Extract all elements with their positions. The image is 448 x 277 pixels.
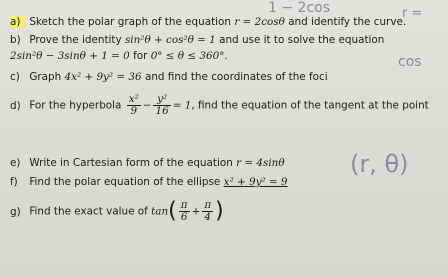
question-text-after: and find the coordinates of the foci bbox=[144, 71, 328, 83]
right-paren: ) bbox=[215, 198, 224, 224]
left-paren: ( bbox=[168, 198, 177, 224]
question-text: Prove the identity bbox=[29, 34, 122, 46]
equation-tail: = 1 bbox=[172, 99, 192, 112]
handwritten-note-top: 1 − 2cos bbox=[268, 0, 331, 16]
fraction-y-squared-over-16: $\frac{\text{y²}}{16}$ bbox=[155, 93, 169, 117]
question-e bbox=[10, 157, 444, 169]
fraction-pi-over-6: $\frac{\pi}{6}$ bbox=[180, 199, 188, 223]
question-f bbox=[10, 176, 444, 188]
range: 0° ≤ θ ≤ 360°. bbox=[150, 50, 228, 62]
question-text-after: , find the equation of the tangent at the point bbox=[191, 99, 429, 112]
handwritten-note-top-right: r = bbox=[402, 6, 423, 21]
equation: sin²θ + cos²θ = 1 bbox=[124, 34, 216, 46]
question-label: a) bbox=[10, 16, 26, 28]
fraction-pi-over-4: $\frac{\pi}{4}$ bbox=[204, 199, 212, 223]
question-text: Sketch the polar graph of the equation bbox=[29, 16, 231, 28]
plus-sign: + bbox=[191, 205, 201, 218]
question-text: Graph bbox=[29, 71, 62, 83]
question-label: e) bbox=[10, 157, 21, 169]
handwritten-polar-point: (r, θ) bbox=[350, 150, 409, 178]
question-label: g) bbox=[10, 205, 21, 218]
function-tan: tan bbox=[151, 205, 169, 218]
question-text: for bbox=[133, 50, 148, 62]
question-label: f) bbox=[10, 176, 18, 188]
question-c bbox=[10, 71, 444, 83]
question-text: Write in Cartesian form of the equation bbox=[29, 157, 233, 169]
question-label: d) bbox=[10, 99, 21, 112]
question-text: Find the exact value of bbox=[29, 205, 148, 218]
equation: 4x² + 9y² = 36 bbox=[64, 71, 142, 83]
equation: x² + 9y² = 9 bbox=[223, 176, 288, 188]
question-label: b) bbox=[10, 34, 21, 46]
equation: r = 4sinθ bbox=[236, 157, 285, 169]
question-text: Find the polar equation of the ellipse bbox=[29, 176, 221, 188]
question-b bbox=[10, 34, 444, 46]
question-text: For the hyperbola bbox=[29, 99, 122, 112]
fraction-x-squared-over-9: $\frac{\text{x²}}{9}$ bbox=[128, 93, 139, 117]
question-text-after: and identify the curve. bbox=[288, 16, 407, 28]
question-d bbox=[10, 94, 444, 117]
question-a bbox=[10, 16, 444, 28]
equation: 2sin²θ − 3sinθ + 1 = 0 bbox=[10, 50, 130, 62]
question-g bbox=[10, 200, 444, 223]
handwritten-note-cos: cos bbox=[398, 54, 422, 70]
minus-sign: − bbox=[142, 99, 152, 112]
question-label: c) bbox=[10, 71, 20, 83]
equation: r = 2cosθ bbox=[234, 16, 285, 28]
question-b-line2 bbox=[10, 50, 444, 62]
question-text-after: and use it to solve the equation bbox=[219, 34, 385, 46]
